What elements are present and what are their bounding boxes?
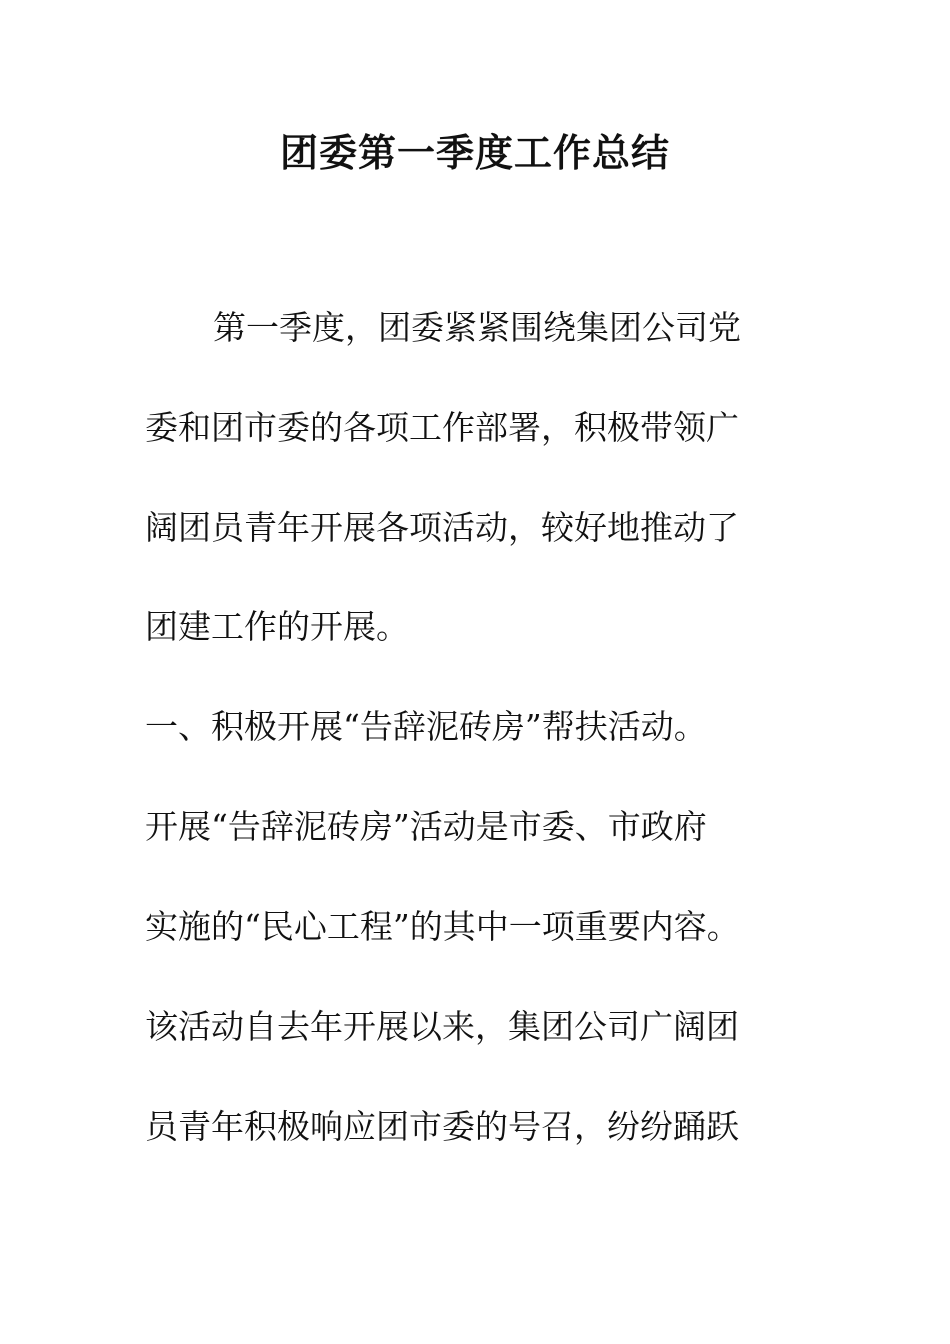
paragraph-line-9: 员青年积极响应团市委的号召，纷纷踊跃 [145, 1107, 739, 1146]
section-heading-1: 一、积极开展“告辞泥砖房”帮扶活动。 [145, 707, 707, 746]
paragraph-line-1: 第一季度，团委紧紧围绕集团公司党 [213, 308, 741, 347]
document-title: 团委第一季度工作总结 [279, 130, 670, 175]
paragraph-line-7: 实施的“民心工程”的其中一项重要内容。 [145, 907, 740, 946]
paragraph-line-4: 团建工作的开展。 [145, 607, 409, 646]
paragraph-line-8: 该活动自去年开展以来，集团公司广阔团 [145, 1007, 739, 1046]
paragraph-line-3: 阔团员青年开展各项活动，较好地推动了 [145, 508, 739, 547]
paragraph-line-6: 开展“告辞泥砖房”活动是市委、市政府 [145, 807, 707, 846]
paragraph-line-2: 委和团市委的各项工作部署，积极带领广 [145, 408, 739, 447]
